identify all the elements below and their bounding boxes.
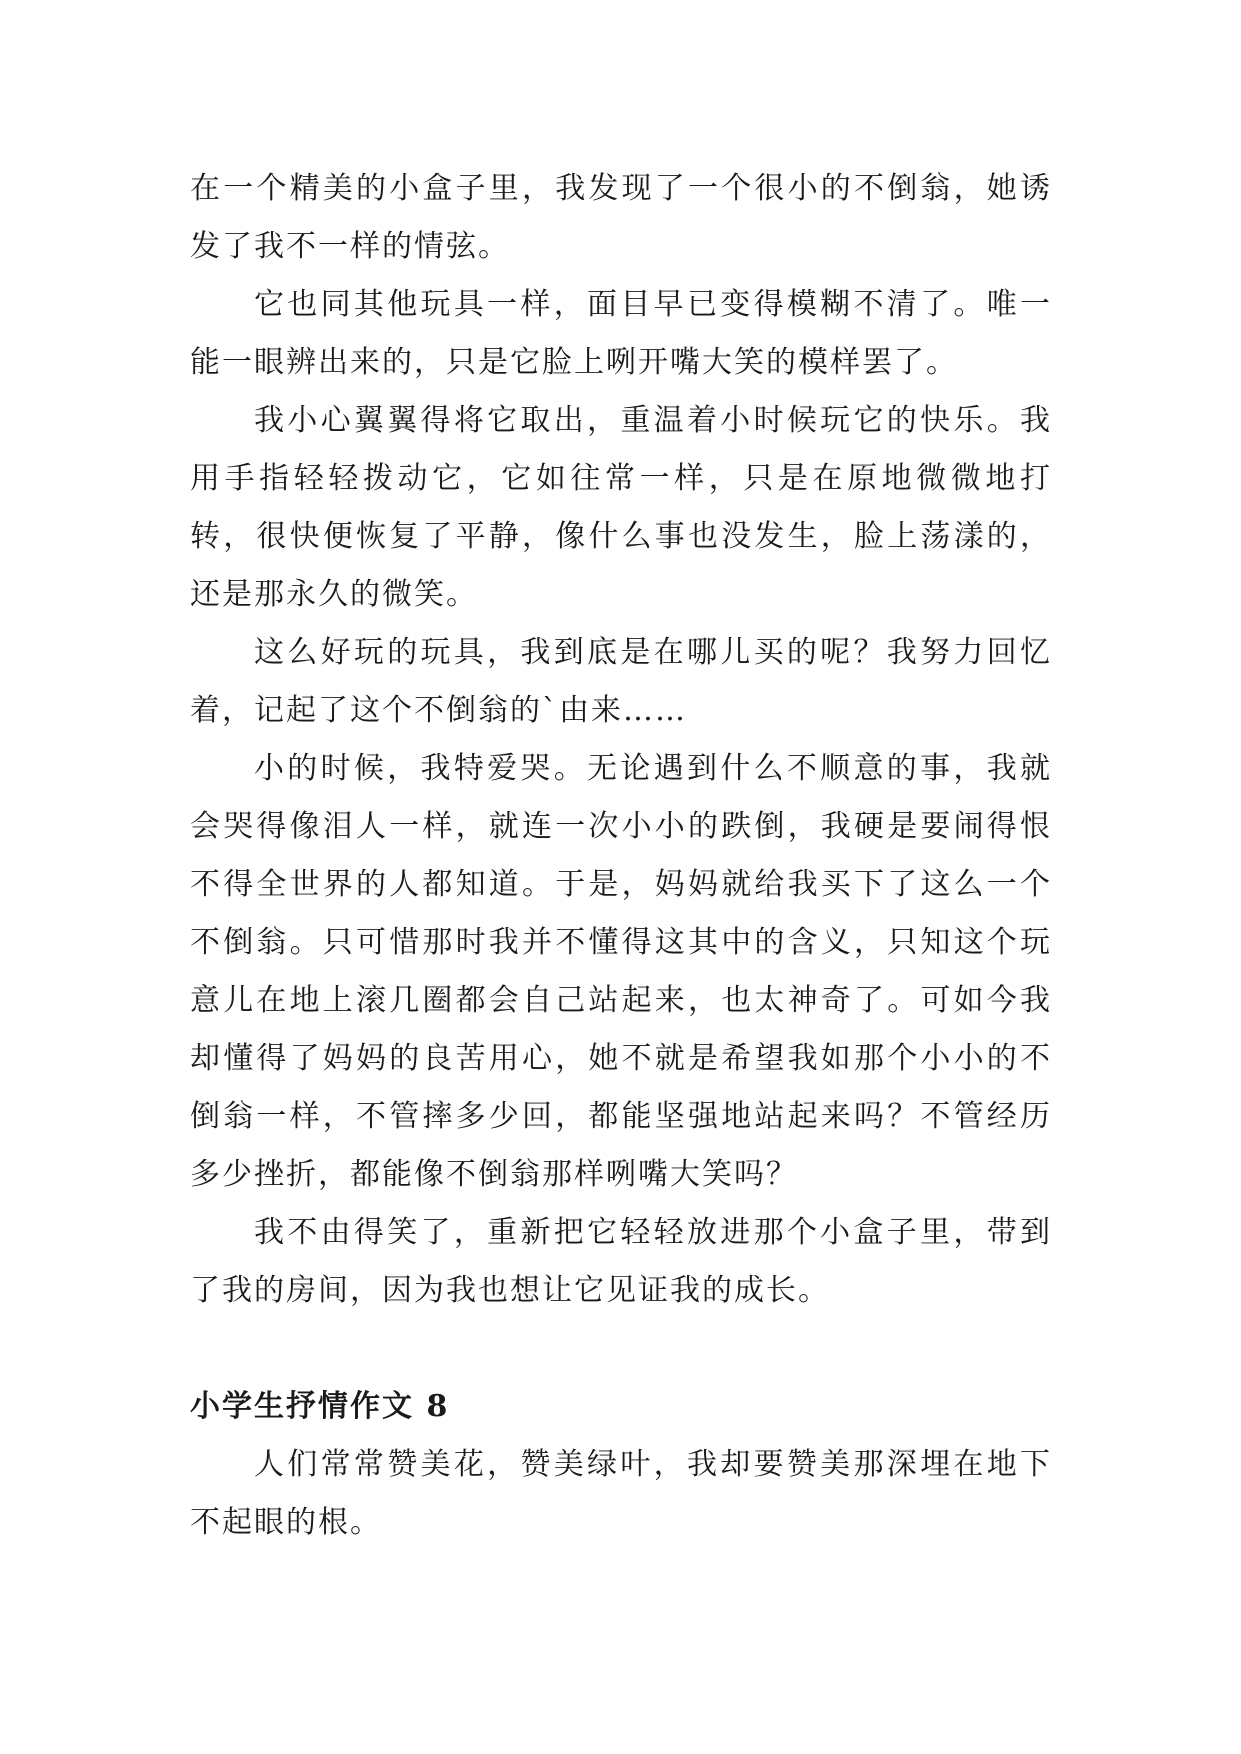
paragraph-3: 我小心翼翼得将它取出，重温着小时候玩它的快乐。我用手指轻轻拨动它，它如往常一样，只是在原地微微地打转，很快便恢复了平静，像什么事也没发生，脸上荡漾的，还是那永久的微笑。: [190, 403, 1052, 612]
paragraph-7: 人们常常赞美花，赞美绿叶，我却要赞美那深埋在地下不起眼的根。: [190, 1447, 1052, 1540]
paragraph-6: 我不由得笑了，重新把它轻轻放进那个小盒子里，带到了我的房间，因为我也想让它见证我的成长。: [190, 1215, 1052, 1308]
paragraph-1: 在一个精美的小盒子里，我发现了一个很小的不倒翁，她诱发了我不一样的情弦。: [190, 171, 1052, 264]
section-heading: 小学生抒情作文 8: [190, 1389, 450, 1424]
paragraph-2: 它也同其他玩具一样，面目早已变得模糊不清了。唯一能一眼辨出来的，只是它脸上咧开嘴大笑的模样罢了。: [190, 287, 1052, 380]
paragraph-5: 小的时候，我特爱哭。无论遇到什么不顺意的事，我就会哭得像泪人一样，就连一次小小的跌倒，我硬是要闹得恨不得全世界的人都知道。于是，妈妈就给我买下了这么一个不倒翁。只可惜那时我并不懂得这其中的含义，只知这个玩意儿在地上滚几圈都会自己站起来，也太神奇了。可如今我却懂得了妈妈的良苦用心，她不就是希望我如那个小小的不倒翁一样，不管摔多少回，都能坚强地站起来吗？不管经历多少挫折，都能像不倒翁那样咧嘴大笑吗？: [190, 751, 1052, 1192]
paragraph-4: 这么好玩的玩具，我到底是在哪儿买的呢？我努力回忆着，记起了这个不倒翁的`由来……: [190, 635, 1052, 728]
document-page: [190, 160, 1052, 1552]
